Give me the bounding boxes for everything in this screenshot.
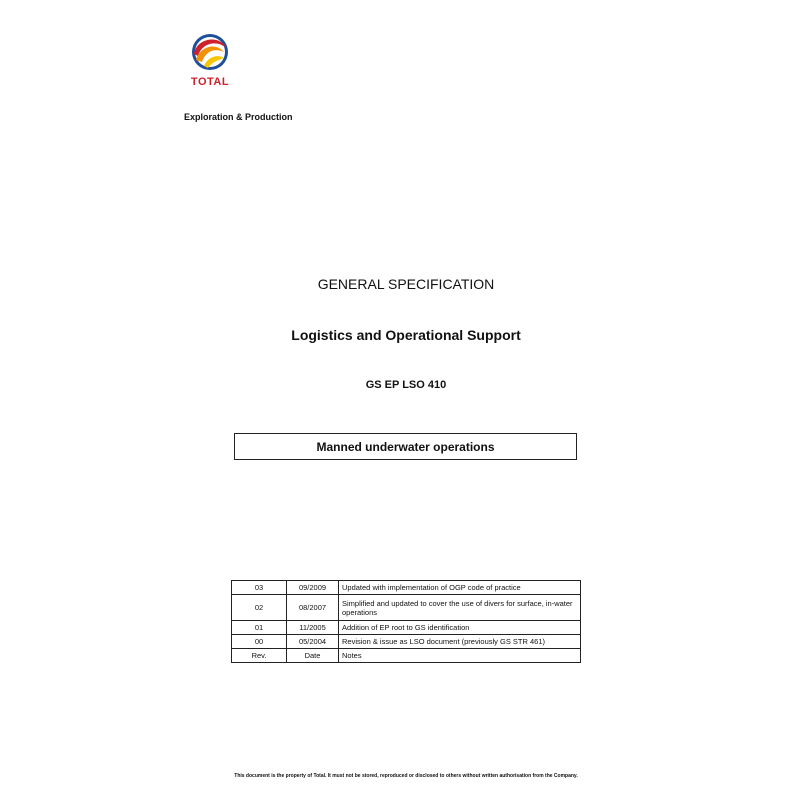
table-row — [232, 581, 581, 595]
table-row — [232, 635, 581, 649]
revision-notes: Simplified and updated to cover the use of divers for surface, in-water operations — [339, 595, 581, 621]
revision-number: 02 — [232, 595, 287, 621]
table-row — [232, 595, 581, 621]
header-notes: Notes — [339, 649, 581, 663]
table-row — [232, 621, 581, 635]
document-category: GENERAL SPECIFICATION — [317, 276, 495, 292]
revision-date: 08/2007 — [287, 595, 339, 621]
division-label: Exploration & Production — [184, 112, 293, 122]
revision-date: 09/2009 — [287, 581, 339, 595]
revision-notes: Revision & issue as LSO document (previously GS STR 461) — [339, 635, 581, 649]
document-subject-box — [234, 433, 577, 460]
company-logo — [186, 30, 234, 90]
header-date: Date — [287, 649, 339, 663]
document-code: GS EP LSO 410 — [365, 379, 447, 391]
revision-date: 05/2004 — [287, 635, 339, 649]
document-title: Logistics and Operational Support — [291, 327, 521, 343]
logo-wordmark: TOTAL — [190, 76, 230, 88]
header-rev: Rev. — [232, 649, 287, 663]
revision-number: 00 — [232, 635, 287, 649]
revision-number: 01 — [232, 621, 287, 635]
revision-table — [231, 580, 581, 663]
total-logo-icon — [186, 30, 234, 74]
document-subject: Manned underwater operations — [316, 439, 495, 454]
revision-date: 11/2005 — [287, 621, 339, 635]
revision-notes: Updated with implementation of OGP code of practice — [339, 581, 581, 595]
footer-disclaimer: This document is the property of Total. It must not be stored, reproduced or disclosed to others without written authorisation from the Company. — [234, 773, 578, 779]
revision-notes: Addition of EP root to GS identification — [339, 621, 581, 635]
revision-number: 03 — [232, 581, 287, 595]
table-header-row — [232, 649, 581, 663]
